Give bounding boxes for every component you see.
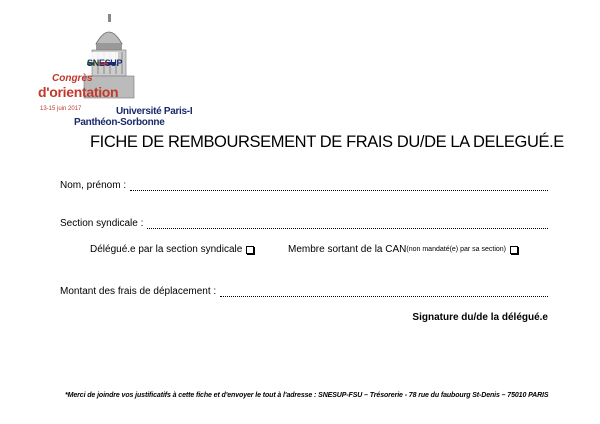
logo-universite: Université Paris-I <box>116 106 193 117</box>
name-label: Nom, prénom : <box>60 180 127 191</box>
name-row <box>60 180 548 191</box>
logo-orientation: d'orientation <box>38 84 119 100</box>
logo-pantheon: Panthéon-Sorbonne <box>74 117 165 128</box>
congress-logo <box>38 14 193 128</box>
logo-dates: 13-15 juin 2017 <box>40 106 82 112</box>
signature-label: Signature du/de la délégué.e <box>412 312 548 323</box>
amount-row <box>60 286 548 297</box>
option-membre-label: Membre sortant de la CAN <box>288 244 407 255</box>
form-title: FICHE DE REMBOURSEMENT DE FRAIS DU/DE LA DELEGUÉ.E <box>90 133 564 151</box>
option-delegue <box>90 244 254 255</box>
section-label: Section syndicale : <box>60 218 144 229</box>
logo-snesup: SNESUP <box>87 58 123 68</box>
option-delegue-label: Délégué.e par la section syndicale <box>90 244 243 255</box>
logo-congres: Congrès <box>52 73 93 84</box>
section-field[interactable] <box>147 220 548 229</box>
amount-label: Montant des frais de déplacement : <box>60 286 217 297</box>
name-field[interactable] <box>130 182 548 191</box>
amount-field[interactable] <box>220 288 548 297</box>
option-membre-note: (non mandaté(e) par sa section) <box>406 246 506 253</box>
membre-sortant-checkbox[interactable] <box>510 246 518 254</box>
option-membre-sortant <box>288 244 518 255</box>
section-row <box>60 218 548 229</box>
footnote: *Merci de joindre vos justificatifs à cette fiche et d'envoyer le tout à l'adresse : SNESUP-FSU – Trésorerie - 78 rue du faubourg St-Denis – 75010 PARIS <box>65 392 549 399</box>
delegue-checkbox[interactable] <box>246 246 254 254</box>
